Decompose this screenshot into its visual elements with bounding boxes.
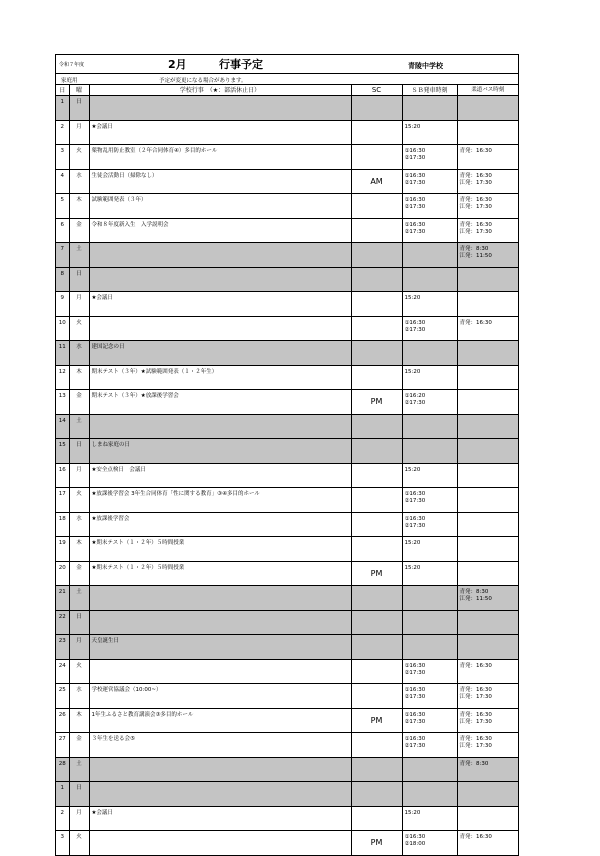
sc-value bbox=[351, 145, 402, 170]
event-text: 試験範囲発表（３年） bbox=[89, 194, 351, 219]
sc-value bbox=[351, 610, 402, 635]
table-row bbox=[56, 292, 518, 317]
column-header-day: 日 bbox=[56, 85, 69, 96]
sb-time-2: ②17:30 bbox=[404, 155, 426, 161]
table-row bbox=[56, 120, 518, 145]
event-text: ★会議日 bbox=[89, 292, 351, 317]
sc-value bbox=[351, 96, 402, 121]
sc-value bbox=[351, 292, 402, 317]
bus-time-1: 青発：16:30 bbox=[459, 197, 492, 203]
event-text: 建国記念の日 bbox=[89, 341, 351, 366]
bus-times bbox=[457, 586, 518, 611]
bus-times bbox=[457, 292, 518, 317]
table-row bbox=[56, 782, 518, 807]
sb-times bbox=[402, 463, 457, 488]
sc-value bbox=[351, 757, 402, 782]
weekday: 日 bbox=[69, 96, 89, 121]
table-row bbox=[56, 512, 518, 537]
schedule-table bbox=[56, 85, 518, 855]
bus-times bbox=[457, 659, 518, 684]
sb-times bbox=[402, 635, 457, 660]
day-number: 8 bbox=[56, 267, 69, 292]
table-row bbox=[56, 390, 518, 415]
bus-time-1: 青発：16:30 bbox=[459, 221, 492, 228]
sc-value bbox=[351, 806, 402, 831]
sb-time-1: 15:20 bbox=[404, 368, 421, 375]
table-row bbox=[56, 145, 518, 170]
event-text: ★放課後学習会 bbox=[89, 512, 351, 537]
bus-times bbox=[457, 463, 518, 488]
sb-times bbox=[402, 659, 457, 684]
bus-times bbox=[457, 218, 518, 243]
weekday: 金 bbox=[69, 733, 89, 758]
bus-times bbox=[457, 806, 518, 831]
sc-value bbox=[351, 218, 402, 243]
table-row bbox=[56, 684, 518, 709]
bus-times bbox=[457, 169, 518, 194]
sb-times bbox=[402, 733, 457, 758]
event-text bbox=[89, 782, 351, 807]
table-row bbox=[56, 733, 518, 758]
event-text: ★会議日 bbox=[89, 806, 351, 831]
school-name: 青陵中学校 bbox=[408, 62, 443, 70]
bus-time-2: 江発：17:30 bbox=[459, 718, 492, 725]
table-row bbox=[56, 757, 518, 782]
day-number: 11 bbox=[56, 341, 69, 366]
day-number: 4 bbox=[56, 169, 69, 194]
event-text: 学校運営協議会（10:00~） bbox=[89, 684, 351, 709]
day-number: 14 bbox=[56, 414, 69, 439]
sb-times bbox=[402, 537, 457, 562]
event-text bbox=[89, 414, 351, 439]
sb-time-1: ①16:20 bbox=[404, 393, 426, 399]
weekday: 火 bbox=[69, 145, 89, 170]
event-text: 令和８年度新入生 入学説明会 bbox=[89, 218, 351, 243]
bus-time-1: 青発：16:30 bbox=[459, 662, 492, 669]
sb-time-1: ①16:30 bbox=[404, 711, 426, 718]
bus-times bbox=[457, 120, 518, 145]
weekday: 水 bbox=[69, 512, 89, 537]
sb-times bbox=[402, 169, 457, 194]
weekday: 火 bbox=[69, 831, 89, 855]
sb-time-2: ②17:30 bbox=[404, 498, 426, 504]
bus-times bbox=[457, 414, 518, 439]
weekday: 金 bbox=[69, 218, 89, 243]
page-title: 行事予定 bbox=[219, 58, 263, 71]
day-number: 1 bbox=[56, 782, 69, 807]
bus-time-1: 青発：16:30 bbox=[459, 736, 492, 742]
column-header-sc: SC bbox=[351, 85, 402, 96]
event-text: ★放課後学習会 3年生合同体育「性に関する教育」③④多目的ホール bbox=[89, 488, 351, 513]
event-text bbox=[89, 267, 351, 292]
sb-time-2: ②17:30 bbox=[404, 718, 426, 725]
bus-times bbox=[457, 757, 518, 782]
sb-time-1: 15:20 bbox=[404, 295, 421, 301]
sb-time-2: ②17:30 bbox=[404, 400, 426, 406]
sb-times bbox=[402, 831, 457, 855]
day-number: 7 bbox=[56, 243, 69, 268]
sheet-header bbox=[56, 55, 518, 74]
event-text bbox=[89, 831, 351, 855]
sb-times bbox=[402, 414, 457, 439]
day-number: 24 bbox=[56, 659, 69, 684]
bus-time-2: 江発：11:50 bbox=[459, 596, 492, 602]
day-number: 3 bbox=[56, 831, 69, 855]
day-number: 6 bbox=[56, 218, 69, 243]
event-text: ３年生を送る会⑤ bbox=[89, 733, 351, 758]
bus-times bbox=[457, 488, 518, 513]
bus-times bbox=[457, 194, 518, 219]
sb-times bbox=[402, 243, 457, 268]
sb-time-1: 15:20 bbox=[404, 540, 421, 546]
sb-times bbox=[402, 561, 457, 586]
sb-times bbox=[402, 488, 457, 513]
bus-times bbox=[457, 733, 518, 758]
sb-time-1: ①16:30 bbox=[404, 221, 426, 228]
weekday: 水 bbox=[69, 684, 89, 709]
bus-time-2: 江発：17:30 bbox=[459, 694, 492, 700]
family-use-label: 家庭用 bbox=[61, 78, 78, 84]
sb-time-1: 15:20 bbox=[404, 809, 421, 816]
sc-value bbox=[351, 439, 402, 464]
weekday: 月 bbox=[69, 806, 89, 831]
sc-value: AM bbox=[351, 169, 402, 194]
day-number: 13 bbox=[56, 390, 69, 415]
sb-time-2: ②17:30 bbox=[404, 326, 426, 333]
day-number: 23 bbox=[56, 635, 69, 660]
table-row bbox=[56, 218, 518, 243]
weekday: 土 bbox=[69, 586, 89, 611]
event-text: ★期末テスト（１・２年）５時間授業 bbox=[89, 561, 351, 586]
event-text: 天皇誕生日 bbox=[89, 635, 351, 660]
sc-value bbox=[351, 120, 402, 145]
table-row bbox=[56, 316, 518, 341]
event-text: ★期末テスト（１・２年）５時間授業 bbox=[89, 537, 351, 562]
bus-times bbox=[457, 561, 518, 586]
table-row bbox=[56, 537, 518, 562]
sb-times bbox=[402, 292, 457, 317]
bus-times bbox=[457, 96, 518, 121]
weekday: 木 bbox=[69, 194, 89, 219]
sb-time-1: ①16:30 bbox=[404, 834, 426, 840]
bus-times bbox=[457, 684, 518, 709]
day-number: 20 bbox=[56, 561, 69, 586]
table-row bbox=[56, 365, 518, 390]
sheet-subheader bbox=[56, 74, 518, 85]
weekday: 日 bbox=[69, 439, 89, 464]
bus-times bbox=[457, 782, 518, 807]
weekday: 水 bbox=[69, 169, 89, 194]
table-row bbox=[56, 439, 518, 464]
bus-times bbox=[457, 267, 518, 292]
event-text: 期末テスト（３年）★試験範囲発表（１・２年生） bbox=[89, 365, 351, 390]
sb-times bbox=[402, 365, 457, 390]
sb-times bbox=[402, 120, 457, 145]
sb-times bbox=[402, 194, 457, 219]
weekday: 木 bbox=[69, 708, 89, 733]
weekday: 水 bbox=[69, 341, 89, 366]
sb-times bbox=[402, 757, 457, 782]
sc-value bbox=[351, 316, 402, 341]
bus-times bbox=[457, 610, 518, 635]
weekday: 火 bbox=[69, 659, 89, 684]
event-text: ★会議日 bbox=[89, 120, 351, 145]
sc-value: PM bbox=[351, 390, 402, 415]
bus-times bbox=[457, 708, 518, 733]
bus-time-1: 青発：8:30 bbox=[459, 760, 489, 767]
sc-value bbox=[351, 782, 402, 807]
sc-value bbox=[351, 659, 402, 684]
sb-time-1: ①16:30 bbox=[404, 491, 426, 497]
sc-value bbox=[351, 684, 402, 709]
weekday: 月 bbox=[69, 120, 89, 145]
bus-time-1: 青発：8:30 bbox=[459, 589, 489, 595]
column-header-row bbox=[56, 85, 518, 96]
sc-value bbox=[351, 733, 402, 758]
bus-time-1: 青発：16:30 bbox=[459, 834, 492, 840]
table-row bbox=[56, 96, 518, 121]
day-number: 17 bbox=[56, 488, 69, 513]
sb-time-2: ②17:30 bbox=[404, 204, 426, 210]
event-text: しまね家庭の日 bbox=[89, 439, 351, 464]
sb-time-2: ②17:30 bbox=[404, 743, 426, 749]
column-header-sb: ＳＢ発車時刻 bbox=[402, 85, 457, 96]
weekday: 木 bbox=[69, 537, 89, 562]
sb-time-1: ①16:30 bbox=[404, 197, 426, 203]
event-text bbox=[89, 96, 351, 121]
sb-time-1: ①16:30 bbox=[404, 515, 426, 522]
sb-time-1: 15:20 bbox=[404, 564, 421, 571]
sb-times bbox=[402, 684, 457, 709]
bus-times bbox=[457, 365, 518, 390]
sb-time-2: ②17:30 bbox=[404, 669, 426, 676]
sc-value: PM bbox=[351, 561, 402, 586]
sb-times bbox=[402, 267, 457, 292]
bus-time-2: 江発：17:30 bbox=[459, 228, 492, 235]
bus-time-2: 江発：11:50 bbox=[459, 253, 492, 259]
sc-value: PM bbox=[351, 708, 402, 733]
table-row bbox=[56, 243, 518, 268]
day-number: 19 bbox=[56, 537, 69, 562]
sb-time-2: ②17:30 bbox=[404, 694, 426, 700]
weekday: 火 bbox=[69, 488, 89, 513]
table-row bbox=[56, 463, 518, 488]
table-row bbox=[56, 831, 518, 855]
bus-times bbox=[457, 243, 518, 268]
sc-value bbox=[351, 463, 402, 488]
weekday: 土 bbox=[69, 243, 89, 268]
bus-time-2: 江発：17:30 bbox=[459, 743, 492, 749]
weekday: 日 bbox=[69, 782, 89, 807]
weekday: 月 bbox=[69, 292, 89, 317]
event-text: 生徒会活動日（掃除なし） bbox=[89, 169, 351, 194]
day-number: 2 bbox=[56, 120, 69, 145]
sb-times bbox=[402, 96, 457, 121]
table-row bbox=[56, 341, 518, 366]
sb-time-1: ①16:30 bbox=[404, 687, 426, 693]
weekday: 金 bbox=[69, 561, 89, 586]
day-number: 27 bbox=[56, 733, 69, 758]
event-text bbox=[89, 610, 351, 635]
event-text: 期末テスト（３年）★放課後学習会 bbox=[89, 390, 351, 415]
weekday: 土 bbox=[69, 757, 89, 782]
sb-times bbox=[402, 512, 457, 537]
schedule-sheet bbox=[55, 54, 519, 856]
sb-time-2: ②18:00 bbox=[404, 841, 426, 847]
sb-times bbox=[402, 610, 457, 635]
sb-times bbox=[402, 782, 457, 807]
bus-times bbox=[457, 831, 518, 855]
sb-time-1: ①16:30 bbox=[404, 662, 426, 669]
sb-time-1: ①16:30 bbox=[404, 172, 426, 179]
sc-value bbox=[351, 635, 402, 660]
sb-time-2: ②17:30 bbox=[404, 522, 426, 529]
sb-time-1: 15:20 bbox=[404, 466, 421, 473]
event-text bbox=[89, 659, 351, 684]
table-row bbox=[56, 610, 518, 635]
table-row bbox=[56, 561, 518, 586]
table-row bbox=[56, 267, 518, 292]
day-number: 12 bbox=[56, 365, 69, 390]
sb-time-2: ②17:30 bbox=[404, 179, 426, 186]
table-row bbox=[56, 194, 518, 219]
column-header-bus: 柔道バス時刻 bbox=[457, 85, 518, 96]
table-row bbox=[56, 635, 518, 660]
weekday: 月 bbox=[69, 463, 89, 488]
sb-times bbox=[402, 806, 457, 831]
day-number: 26 bbox=[56, 708, 69, 733]
day-number: 22 bbox=[56, 610, 69, 635]
sb-times bbox=[402, 145, 457, 170]
weekday: 月 bbox=[69, 635, 89, 660]
weekday: 土 bbox=[69, 414, 89, 439]
event-text: 薬物乱用防止教室（２年合同体育④）多目的ホール bbox=[89, 145, 351, 170]
table-row bbox=[56, 708, 518, 733]
sb-times bbox=[402, 390, 457, 415]
bus-time-1: 青発：16:30 bbox=[459, 711, 492, 718]
sc-value bbox=[351, 341, 402, 366]
sc-value bbox=[351, 194, 402, 219]
day-number: 21 bbox=[56, 586, 69, 611]
bus-times bbox=[457, 439, 518, 464]
bus-times bbox=[457, 145, 518, 170]
weekday: 日 bbox=[69, 267, 89, 292]
bus-times bbox=[457, 635, 518, 660]
day-number: 25 bbox=[56, 684, 69, 709]
weekday: 火 bbox=[69, 316, 89, 341]
table-row bbox=[56, 488, 518, 513]
day-number: 16 bbox=[56, 463, 69, 488]
bus-time-1: 青発：16:30 bbox=[459, 172, 492, 179]
sc-value bbox=[351, 414, 402, 439]
day-number: 9 bbox=[56, 292, 69, 317]
table-row bbox=[56, 659, 518, 684]
table-row bbox=[56, 414, 518, 439]
month-label: 2月 bbox=[168, 58, 187, 71]
change-notice: 予定が変更になる場合があります。 bbox=[159, 78, 247, 84]
sb-times bbox=[402, 708, 457, 733]
event-text bbox=[89, 316, 351, 341]
event-text: ★安全点検日 会議日 bbox=[89, 463, 351, 488]
sc-value bbox=[351, 586, 402, 611]
sc-value bbox=[351, 243, 402, 268]
event-text: 1年生ふるさと教育講演会③多目的ホール bbox=[89, 708, 351, 733]
day-number: 18 bbox=[56, 512, 69, 537]
bus-time-1: 青発：8:30 bbox=[459, 246, 489, 252]
bus-times bbox=[457, 341, 518, 366]
bus-time-1: 青発：16:30 bbox=[459, 148, 492, 154]
sb-time-2: ②17:30 bbox=[404, 228, 426, 235]
weekday: 金 bbox=[69, 390, 89, 415]
sc-value bbox=[351, 267, 402, 292]
day-number: 10 bbox=[56, 316, 69, 341]
day-number: 15 bbox=[56, 439, 69, 464]
day-number: 5 bbox=[56, 194, 69, 219]
sc-value bbox=[351, 537, 402, 562]
day-number: 2 bbox=[56, 806, 69, 831]
sc-value: PM bbox=[351, 831, 402, 855]
column-header-weekday: 曜 bbox=[69, 85, 89, 96]
sc-value bbox=[351, 365, 402, 390]
day-number: 3 bbox=[56, 145, 69, 170]
bus-time-2: 江発：17:30 bbox=[459, 179, 492, 186]
table-row bbox=[56, 806, 518, 831]
sb-times bbox=[402, 316, 457, 341]
sc-value bbox=[351, 488, 402, 513]
table-row bbox=[56, 169, 518, 194]
day-number: 1 bbox=[56, 96, 69, 121]
bus-times bbox=[457, 537, 518, 562]
bus-time-1: 青発：16:30 bbox=[459, 319, 492, 326]
bus-time-2: 江発：17:30 bbox=[459, 204, 492, 210]
bus-times bbox=[457, 390, 518, 415]
sb-time-1: 15:20 bbox=[404, 123, 421, 130]
bus-time-1: 青発：16:30 bbox=[459, 687, 492, 693]
event-text bbox=[89, 586, 351, 611]
day-number: 28 bbox=[56, 757, 69, 782]
bus-times bbox=[457, 316, 518, 341]
weekday: 木 bbox=[69, 365, 89, 390]
weekday: 日 bbox=[69, 610, 89, 635]
sb-time-1: ①16:30 bbox=[404, 148, 426, 154]
table-row bbox=[56, 586, 518, 611]
sb-time-1: ①16:30 bbox=[404, 319, 426, 326]
sb-times bbox=[402, 586, 457, 611]
event-text bbox=[89, 757, 351, 782]
sb-times bbox=[402, 439, 457, 464]
sc-value bbox=[351, 512, 402, 537]
bus-times bbox=[457, 512, 518, 537]
event-text bbox=[89, 243, 351, 268]
fiscal-year-label: 令和７年度 bbox=[59, 62, 85, 68]
sb-times bbox=[402, 341, 457, 366]
sb-time-1: ①16:30 bbox=[404, 736, 426, 742]
column-header-event: 学校行事 （★：部活休止日） bbox=[89, 85, 351, 96]
sb-times bbox=[402, 218, 457, 243]
